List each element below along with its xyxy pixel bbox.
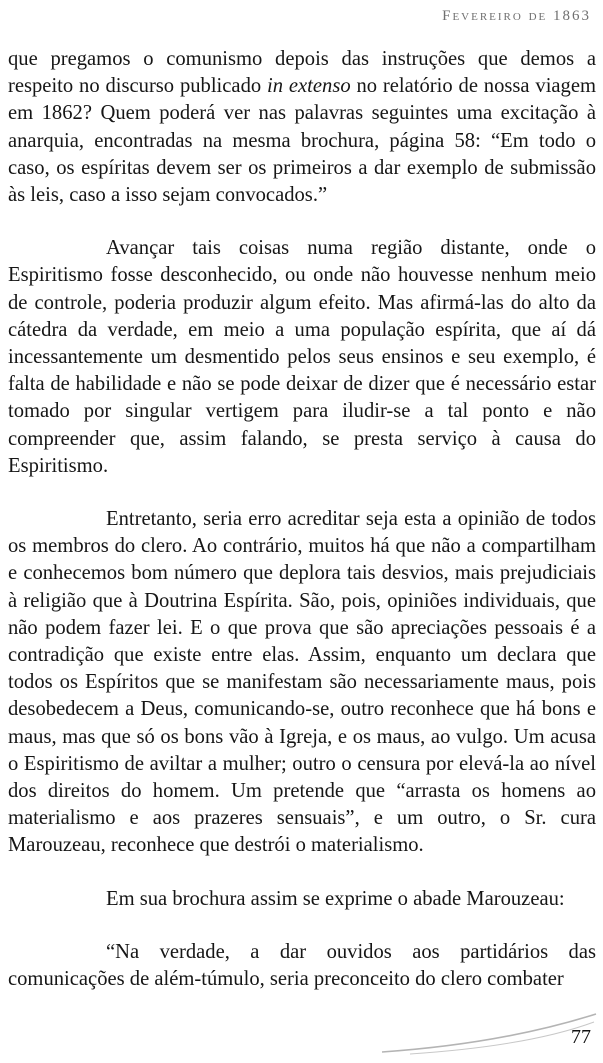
page-number: 77 <box>571 1026 591 1048</box>
page-body <box>8 46 596 993</box>
paragraph-1-emphasis: in extenso <box>267 75 351 98</box>
paragraph-1-text-start: que pregamos o comunismo depois das instruções que demos a respeito no discurso publicado <box>8 48 596 98</box>
paragraph-2: Avançar tais coisas numa região distante, onde o Espiritismo fosse desconhecido, ou onde não houvesse nenhum meio de controle, poderia produzir algum efeito. Mas afirmá-las do alto da cátedra da verdade, em meio a uma população espírita, que aí dá incessantemente um desmentido pelos seus ensinos e seu exemplo, é falta de habilidade e não se pode deixar de dizer que é necessário estar tomado por singular vertigem para iludir-se a tal ponto e não compreender que, assim falando, se presta serviço à causa do Espiritismo. <box>8 237 596 477</box>
paragraph-3: Entretanto, seria erro acreditar seja esta a opinião de todos os membros do clero. Ao contrário, muitos há que não a compartilham e conhecemos bom número que deplora tais desvios, mais prejudiciais à religião que à Doutrina Espírita. São, pois, opiniões individuais, que não podem fazer lei. E o que prova que são apreciações pessoais é a contradição que existe entre elas. Assim, enquanto um declara que todos os Espíritos que se manifestam são necessariamente maus, pois desobedecem a Deus, comunicando-se, outro reconhece que há bons e maus, mas que só os bons vão à Igreja, e os maus, ao vulgo. Um acusa o Espiritismo de aviltar a mulher; outro o censura por elevá-la ao nível dos direitos do homem. Um pretende que “arrasta os homens ao materialismo e aos prazeres sensuais”, e um outro, o Sr. cura Marouzeau, reconhece que destrói o materialismo. <box>8 508 596 857</box>
paragraph-5: “Na verdade, a dar ouvidos aos partidários das comunicações de além-túmulo, seria preconceito do clero combater <box>8 940 596 991</box>
paragraph-4: Em sua brochura assim se exprime o abade Marouzeau: <box>106 887 565 910</box>
paragraph-1 <box>8 46 596 209</box>
footer-swoosh-ornament <box>380 1008 600 1058</box>
paragraph-1-text-end: no relatório de nossa viagem em 1862? Quem poderá ver nas palavras seguintes uma excitação à anarquia, encontradas na mesma brochura, página 58: “Em todo o caso, os espíritas devem ser os primeiros a dar exemplo de submissão às leis, caso a isso sejam convocados.” <box>8 75 597 207</box>
running-header: Fevereiro de 1863 <box>442 8 591 24</box>
